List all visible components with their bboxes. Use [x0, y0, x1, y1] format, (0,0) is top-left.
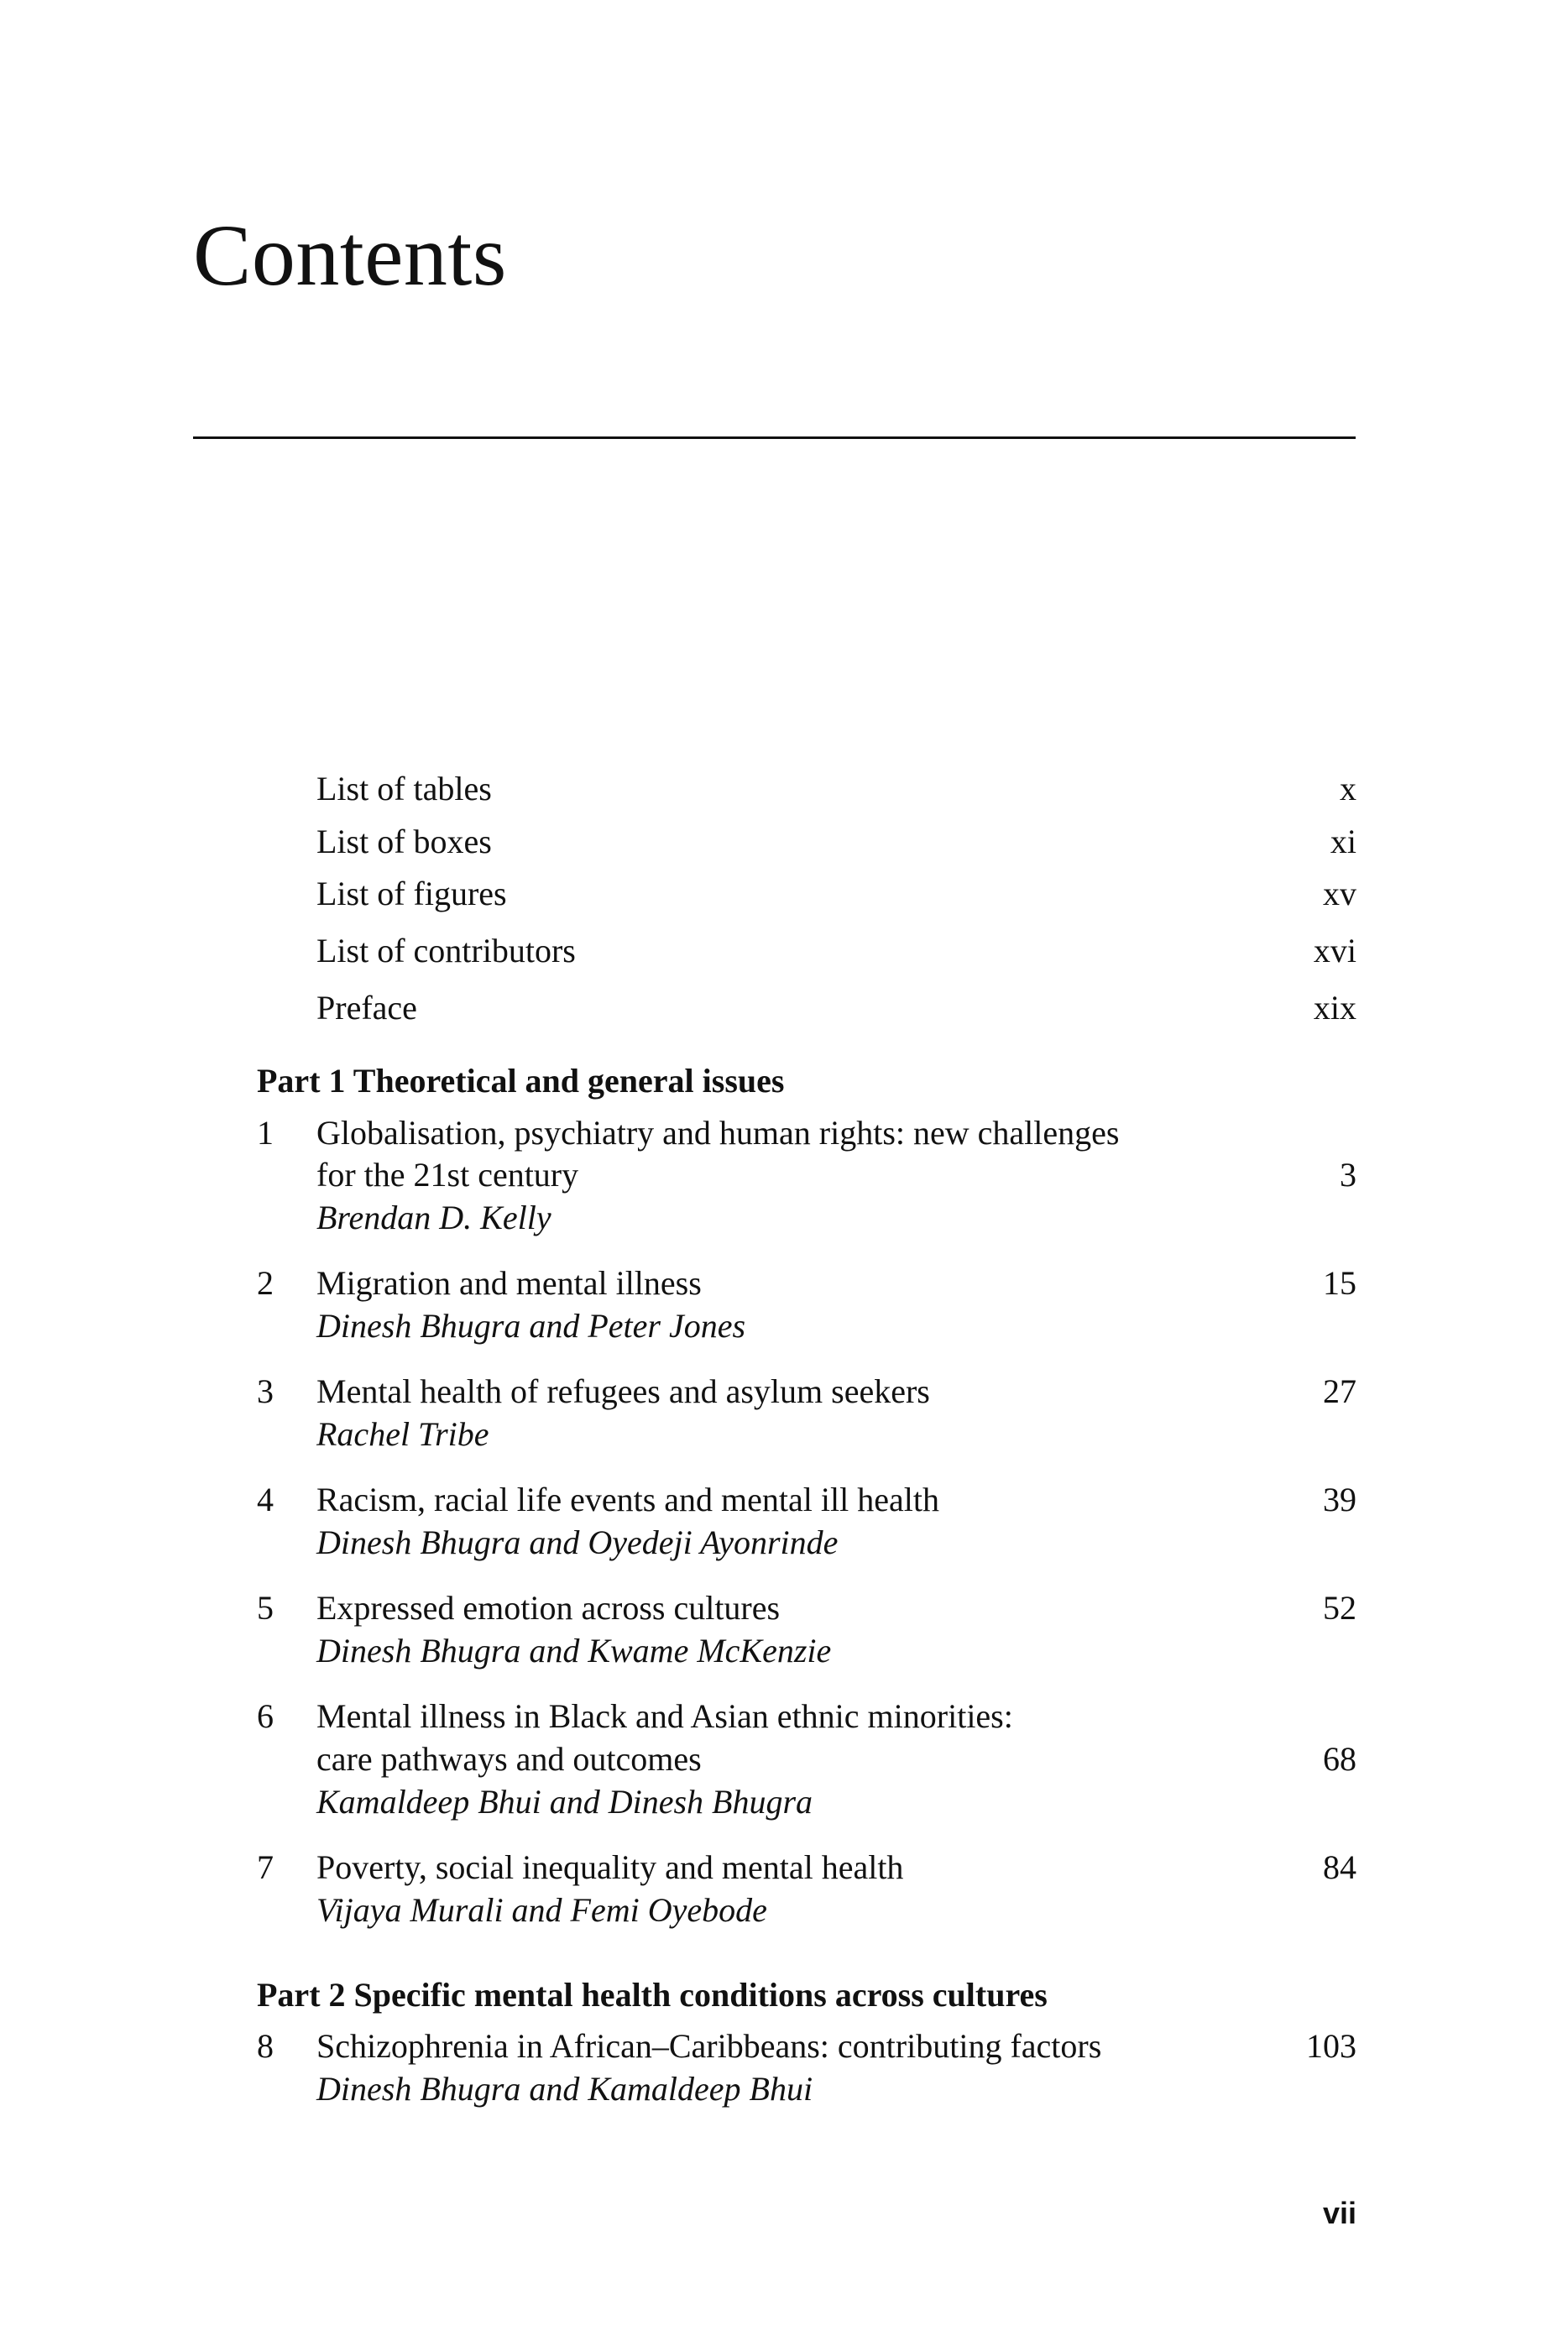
- title-rule: [193, 436, 1356, 439]
- front-matter-page: xix: [1313, 989, 1356, 1027]
- chapter-title: Schizophrenia in African–Caribbeans: contributing factors: [316, 2027, 1102, 2065]
- chapter-number: 4: [257, 1481, 274, 1518]
- front-matter-label: List of boxes: [316, 823, 492, 860]
- page-title: Contents: [193, 207, 507, 304]
- chapter-authors: Dinesh Bhugra and Oyedeji Ayonrinde: [316, 1523, 839, 1561]
- chapter-authors: Brendan D. Kelly: [316, 1199, 551, 1236]
- chapter-title: Racism, racial life events and mental ill health: [316, 1481, 939, 1518]
- chapter-page: 15: [1323, 1264, 1356, 1302]
- chapter-authors: Dinesh Bhugra and Peter Jones: [316, 1307, 746, 1345]
- chapter-title: care pathways and outcomes: [316, 1740, 702, 1778]
- chapter-page: 39: [1323, 1481, 1356, 1518]
- part-heading: Part 2 Specific mental health conditions across cultures: [257, 1976, 1048, 2014]
- chapter-page: 103: [1306, 2027, 1356, 2065]
- chapter-number: 8: [257, 2027, 274, 2065]
- chapter-page: 27: [1323, 1372, 1356, 1410]
- front-matter-page: x: [1340, 770, 1356, 807]
- chapter-title: Poverty, social inequality and mental health: [316, 1848, 904, 1886]
- part-heading: Part 1 Theoretical and general issues: [257, 1062, 785, 1100]
- chapter-page: 3: [1340, 1156, 1356, 1194]
- chapter-authors: Kamaldeep Bhui and Dinesh Bhugra: [316, 1783, 813, 1821]
- chapter-title: Mental illness in Black and Asian ethnic minorities:: [316, 1697, 1013, 1735]
- chapter-page: 68: [1323, 1740, 1356, 1778]
- chapter-number: 2: [257, 1264, 274, 1302]
- chapter-number: 3: [257, 1372, 274, 1410]
- chapter-number: 6: [257, 1697, 274, 1735]
- chapter-title: Expressed emotion across cultures: [316, 1589, 781, 1627]
- chapter-title: for the 21st century: [316, 1156, 579, 1194]
- chapter-authors: Dinesh Bhugra and Kamaldeep Bhui: [316, 2070, 813, 2108]
- chapter-authors: Dinesh Bhugra and Kwame McKenzie: [316, 1632, 832, 1670]
- front-matter-page: xi: [1330, 823, 1356, 860]
- chapter-number: 1: [257, 1114, 274, 1152]
- page-folio: vii: [1322, 2196, 1356, 2230]
- chapter-title: Migration and mental illness: [316, 1264, 702, 1302]
- chapter-number: 7: [257, 1848, 274, 1886]
- front-matter-label: Preface: [316, 989, 417, 1027]
- chapter-page: 52: [1323, 1589, 1356, 1627]
- chapter-authors: Vijaya Murali and Femi Oyebode: [316, 1891, 767, 1929]
- chapter-page: 84: [1323, 1848, 1356, 1886]
- chapter-title: Mental health of refugees and asylum seekers: [316, 1372, 930, 1410]
- front-matter-page: xv: [1323, 875, 1356, 912]
- front-matter-label: List of contributors: [316, 932, 576, 969]
- chapter-title: Globalisation, psychiatry and human rights: new challenges: [316, 1114, 1120, 1152]
- front-matter-page: xvi: [1313, 932, 1356, 969]
- front-matter-label: List of figures: [316, 875, 507, 912]
- chapter-number: 5: [257, 1589, 274, 1627]
- front-matter-label: List of tables: [316, 770, 492, 807]
- chapter-authors: Rachel Tribe: [316, 1415, 489, 1453]
